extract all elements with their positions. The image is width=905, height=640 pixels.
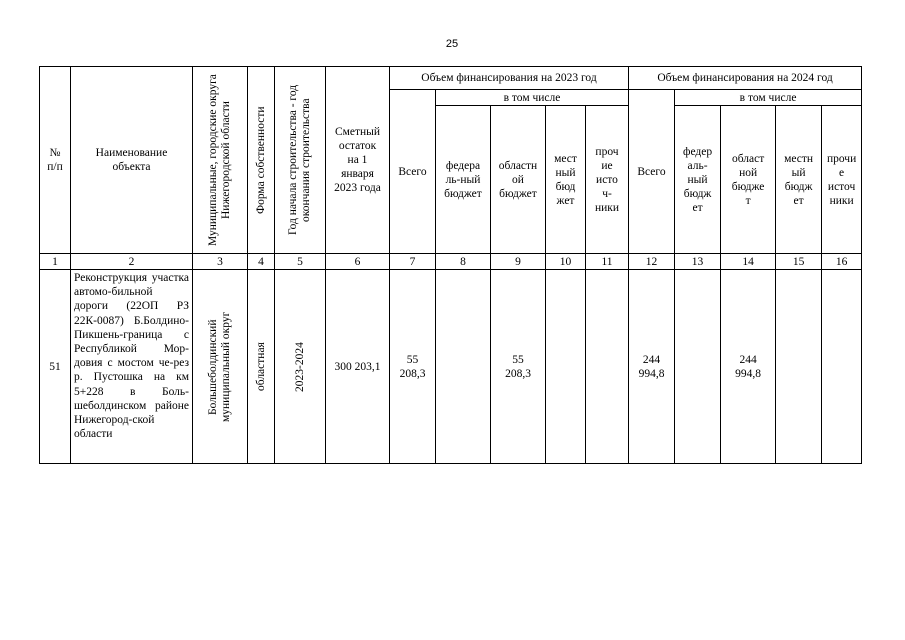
col-number: 5 <box>275 254 326 270</box>
header-regional-2024: област ной бюдже т <box>721 106 776 254</box>
col-number: 4 <box>248 254 275 270</box>
row-local-2023 <box>546 270 586 464</box>
header-regional-2023: областн ой бюджет <box>491 106 546 254</box>
header-federal-2024: федер аль-ный бюдж ет <box>675 106 721 254</box>
row-municipality: Большеболдинский муниципальный округ <box>193 270 248 464</box>
header-fin-2024: Объем финансирования на 2024 год <box>629 67 862 90</box>
col-number: 7 <box>390 254 436 270</box>
col-number: 8 <box>436 254 491 270</box>
row-num: 51 <box>40 270 71 464</box>
financing-table <box>39 66 862 464</box>
col-number: 3 <box>193 254 248 270</box>
header-other-2023: проч ие исто ч-ники <box>586 106 629 254</box>
row-federal-2024 <box>675 270 721 464</box>
header-ownership: Форма собственности <box>248 67 275 254</box>
page-number: 25 <box>445 38 459 50</box>
col-number: 1 <box>40 254 71 270</box>
col-number: 14 <box>721 254 776 270</box>
header-years: Год начала строительства - год окончания строительства <box>275 67 326 254</box>
header-num: № п/п <box>40 67 71 254</box>
header-total-2023: Всего <box>390 90 436 254</box>
header-name: Наименование объекта <box>71 67 193 254</box>
row-ownership: областная <box>248 270 275 464</box>
header-estimate: Сметный остаток на 1 января 2023 года <box>326 67 390 254</box>
row-years: 2023-2024 <box>275 270 326 464</box>
header-total-2024: Всего <box>629 90 675 254</box>
header-fin-2023: Объем финансирования на 2023 год <box>390 67 629 90</box>
header-municipality: Муниципальные, городские округа Нижегородской области <box>193 67 248 254</box>
row-total-2023: 55 208,3 <box>390 270 436 464</box>
row-local-2024 <box>776 270 822 464</box>
col-number: 9 <box>491 254 546 270</box>
row-other-2024 <box>822 270 862 464</box>
header-local-2024: местн ый бюдж ет <box>776 106 822 254</box>
row-estimate: 300 203,1 <box>326 270 390 464</box>
header-federal-2023: федера ль-ный бюджет <box>436 106 491 254</box>
col-number: 10 <box>546 254 586 270</box>
row-other-2023 <box>586 270 629 464</box>
col-number: 15 <box>776 254 822 270</box>
col-number: 13 <box>675 254 721 270</box>
header-incl-2024: в том числе <box>675 90 862 106</box>
col-number: 11 <box>586 254 629 270</box>
col-number: 16 <box>822 254 862 270</box>
col-number: 12 <box>629 254 675 270</box>
row-regional-2024: 244 994,8 <box>721 270 776 464</box>
row-total-2024: 244 994,8 <box>629 270 675 464</box>
header-incl-2023: в том числе <box>436 90 629 106</box>
row-federal-2023 <box>436 270 491 464</box>
header-row-1 <box>40 67 862 90</box>
table-row <box>40 270 862 464</box>
header-local-2023: мест ный бюд жет <box>546 106 586 254</box>
col-number: 2 <box>71 254 193 270</box>
row-object-name: Реконструкция участка автомо-бильной дороги (22ОП РЗ 22К-0087) Б.Болдино-Пикшень-граница с Республикой Мор-довия с мостом че-рез р. Пустошка на км 5+228 в Боль-шеболдинском районе Нижегород-ской области <box>71 270 193 464</box>
column-numbers-row <box>40 254 862 270</box>
row-regional-2023: 55 208,3 <box>491 270 546 464</box>
header-other-2024: прочи е источ ники <box>822 106 862 254</box>
col-number: 6 <box>326 254 390 270</box>
